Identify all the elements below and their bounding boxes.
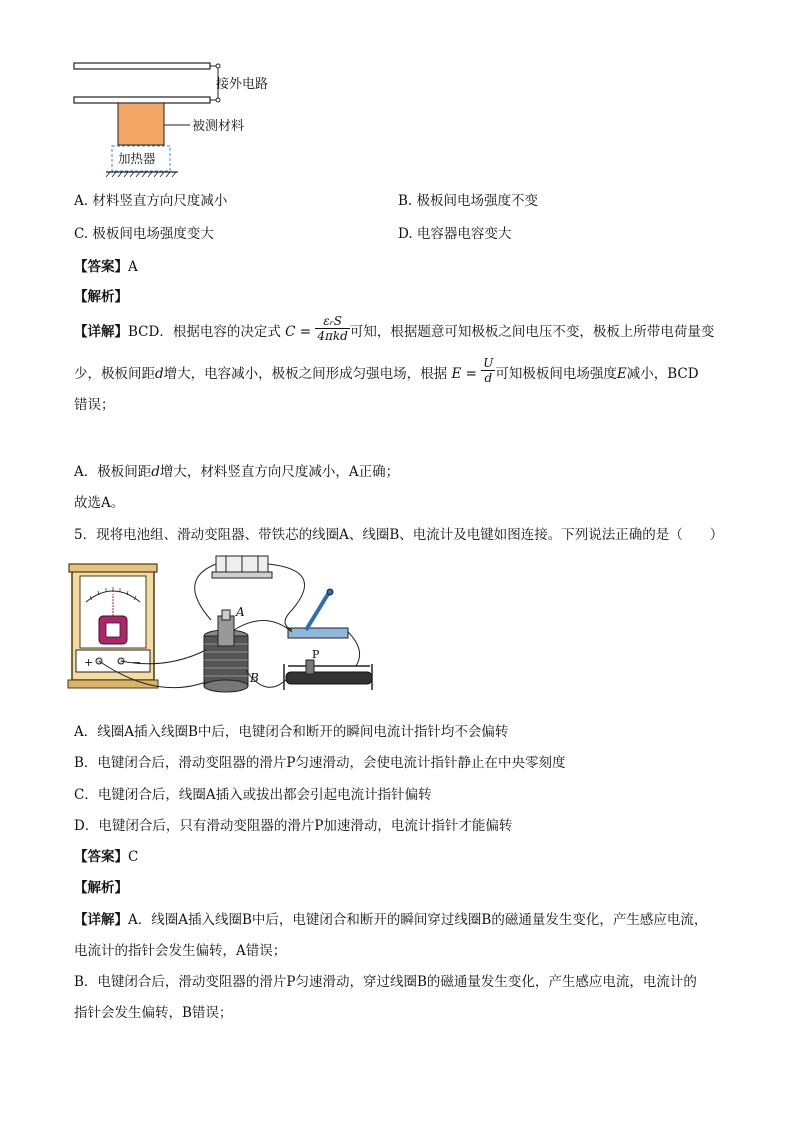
answer-tag: 【答案】	[74, 259, 128, 275]
q5-option-d: D．电键闭合后，只有滑动变阻器的滑片P加速滑动，电流计指针才能偏转	[74, 818, 513, 834]
q4-detail-line-3: 错误；	[74, 397, 115, 413]
formula-c-denominator: 4πkd	[317, 329, 348, 343]
q4-detail-line-1	[74, 314, 715, 343]
formula-e-numerator: U	[483, 356, 494, 370]
q4-conclusion: 故选A。	[74, 495, 125, 511]
terminal-bottom	[216, 98, 220, 102]
q4-answer	[74, 258, 138, 276]
q4-line-a	[74, 463, 399, 481]
label-coil-b: B	[250, 671, 259, 685]
q5-option-b: B．电键闭合后，滑动变阻器的滑片P匀速滑动，会使电流计指针静止在中央零刻度	[74, 755, 566, 771]
detail-text: 增大，电容减小，极板之间形成匀强电场，根据	[163, 366, 448, 382]
detail-text: A．极板间距	[74, 464, 152, 480]
formula-c-fraction	[315, 314, 349, 343]
svg-text:+: +	[84, 656, 94, 669]
q5-detail-line-4: 指针会发生偏转，B错误；	[74, 1005, 233, 1021]
var-d: d	[151, 464, 160, 480]
formula-e-fraction	[481, 356, 495, 385]
analysis-tag: 【解析】	[74, 880, 128, 896]
q4-option-c: C. 极板间电场强度变大	[74, 226, 214, 242]
answer-value: A	[128, 259, 138, 275]
answer-tag: 【答案】	[74, 849, 128, 865]
detail-text: A．线圈A插入线圈B中后，电键闭合和断开的瞬间穿过线圈B的磁通量发生变化，产生感应电流，	[128, 912, 708, 928]
answer-value: C	[128, 849, 139, 865]
q5-answer	[74, 848, 138, 866]
induction-apparatus-figure	[66, 550, 376, 710]
q5-analysis-tag	[74, 879, 128, 897]
q5-detail-line-3: B．电键闭合后，滑动变阻器的滑片P匀速滑动，穿过线圈B的磁通量发生变化，产生感应电流，电流计的	[74, 974, 697, 990]
label-coil-a: A	[236, 605, 245, 619]
detail-tag: 【详解】	[74, 324, 128, 340]
q4-analysis-tag	[74, 288, 128, 306]
battery	[212, 556, 272, 578]
detail-text: BCD．根据电容的决定式	[128, 324, 281, 340]
var-d: d	[155, 366, 164, 382]
detail-text: 少，极板间距	[74, 366, 155, 382]
capacitor-figure	[60, 55, 300, 180]
formula-e-lhs: E =	[451, 366, 477, 382]
switch	[288, 589, 348, 638]
formula-e-denominator: d	[484, 371, 493, 385]
label-material: 被测材料	[192, 119, 245, 134]
label-heater: 加热器	[118, 151, 156, 166]
q5-detail-line-2: 电流计的指针会发生偏转，A错误；	[74, 943, 287, 959]
svg-text:−: −	[132, 656, 142, 669]
q4-detail-line-2	[74, 356, 699, 385]
upper-plate	[74, 63, 210, 69]
q4-option-a: A. 材料竖直方向尺度减小	[74, 193, 228, 209]
detail-text: 增大，材料竖直方向尺度减小，A正确；	[159, 464, 400, 480]
q4-option-b: B. 极板间电场强度不变	[398, 193, 539, 209]
lower-plate	[74, 97, 210, 103]
label-external-circuit: 接外电路	[216, 77, 269, 92]
label-slider-p: P	[312, 648, 320, 661]
detail-tag: 【详解】	[74, 912, 128, 928]
formula-c-numerator: εᵣS	[315, 314, 349, 329]
q5-detail-line-1	[74, 911, 707, 929]
q5-option-c: C．电键闭合后，线圈A插入或拔出都会引起电流计指针偏转	[74, 787, 432, 803]
q5-option-a: A．线圈A插入线圈B中后，电键闭合和断开的瞬间电流计指针均不会偏转	[74, 724, 509, 740]
terminal-top	[216, 64, 220, 68]
q4-option-d: D. 电容器电容变大	[398, 226, 512, 242]
detail-text: 可知，根据题意可知极板之间电压不变，极板上所带电荷量变	[349, 324, 715, 340]
detail-text: 可知极板间电场强度	[495, 366, 617, 382]
material-block	[118, 103, 164, 145]
detail-text: 减小，BCD	[626, 366, 699, 382]
rheostat	[284, 660, 372, 690]
var-e: E	[616, 366, 627, 382]
coil-a	[218, 610, 234, 646]
q5-stem: 5．现将电池组、滑动变阻器、带铁芯的线圈A、线圈B、电流计及电键如图连接。下列说法正确的是（ ）	[74, 527, 724, 543]
formula-c-lhs: C =	[285, 324, 312, 340]
analysis-tag: 【解析】	[74, 289, 128, 305]
